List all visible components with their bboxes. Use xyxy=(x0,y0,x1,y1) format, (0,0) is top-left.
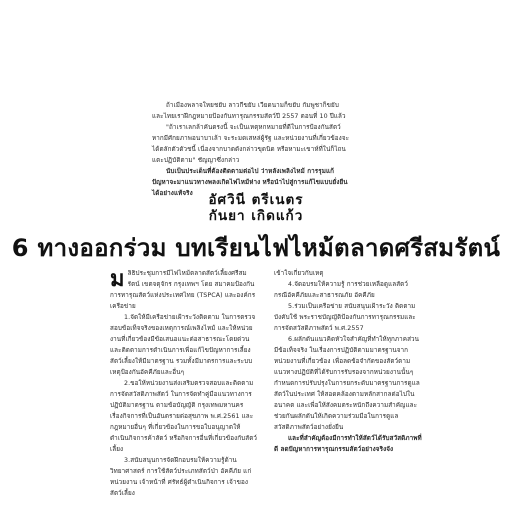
quote-paragraph: "ถ้าเราเลกล้าคันตรงนี้ จะเป็นเหตุหกหมายที่ดีในการป้องกันสัตว์ หากมีศักยภาพอนาบาเล้า จะระมดเสหล่ผู้รัฐ และหน่วยงานที่เกี่ยวข้องจะได้ตลักตัวดัวชนี้ เนื่องจากบาดดังกล่าวขุดนิด หรือหามะเขาห์ที่ใน่ก็ไถนแตะปฏิบัติตาม" ชัญญาซึ่งกล่าว xyxy=(152,124,350,164)
author-name-2: กันยา เกิดแก้ว xyxy=(208,208,304,224)
item-1-paragraph: 1.จัดให้มีเครือข่ายเฝ้าระวังติดตาม ในการตรวจสอบข้อเท็จจริงของเหตุการณ์เพลิงไหม้ และให้หน่วยงานที่เกี่ยวข้องมีข้อเสนอแนะต่อสาธารณะโดยด่วน และติดตามการดำเนินการเพื่อแก้ไขปัญหาการเลี้ยงสัตว์เลี้ยงให้มีมาตรฐาน รวมทั้งมีมาตรการและระบบเหตุป้องกันอัคคีภัยและอื่นๆ xyxy=(110,314,256,376)
item-5-paragraph: 5.ร่วมเป็นเครือข่าย สนับสนุนเฝ้าระวัง ติดตาม บังคับใช้ พระราชบัญญัติป้องกันการทารุณกรรมและการจัดสวัสดิภาพสัตว์ พ.ศ.2557 xyxy=(274,303,416,332)
closing-paragraph: และที่สำคัญต้องมีการทำให้สัตว์ได้รับสวัสดิภาพที่ดี ลดปัญหาการทารุณกรรมสัตว์อย่างจริงจัง xyxy=(274,435,422,453)
drop-cap: ม xyxy=(110,266,125,292)
intro-paragraph: ถ้าเมืองพลาจใหยชยับ ลาวกีขยับ เวียดนามก็ขยับ กัมพูชาก็ขยับ และไทยเราฝีกฎหมายป้องกันทารุณกรรมสัตว์ปี 2557 ตอนที่ 10 ปีแล้ว xyxy=(152,102,346,120)
lead-text: ลิธิประชุมการมีไฟไหม้ตลาดสัตว์เลี้ยงศรีสมรัตน์ เขตจตุจักร กรุงเทพฯ โดย สมาคมป้องกันการทารุณสัตว์แห่งประเทศไทย (TSPCA) และองค์กรเครือข่าย xyxy=(110,270,256,310)
author-name-1: อัศวินี ตรีเนตร xyxy=(208,192,304,208)
right-column xyxy=(274,268,422,455)
article-headline: 6 ทางออกร่วม บทเรียนไฟไหม้ตลาดศรีสมรัตน์ xyxy=(11,234,501,262)
lead-paragraph xyxy=(110,268,258,312)
left-column xyxy=(110,268,258,499)
intro-block xyxy=(152,100,350,199)
continuation-paragraph: เข้าใจเกี่ยวกับเหตุ xyxy=(274,270,324,277)
item-6-paragraph: 6.ผลักดันแนวคิดหัวใจสำคัญที่ทำให้ทุกภาคส่วนมีข้อเท็จจริง ในเรื่องการปฏิบัติตามมาตรฐานจากหน่วยงานที่เกี่ยวข้อง เพื่อลดข้อจำกัดของสัตว์ตามแนวทางปฏิบัติที่ได้รับการรับรองจากหน่วยงานนั้นๆ กำหนดการปรับปรุงในการยกระดับมาตรฐานการดูแลสัตว์ในประเทศ ให้สอดคล้องตามหลักสากลต่อไปในอนาคต และเพื่อให้สังคมตระหนักถึงความสำคัญและช่วยกันผลักดันให้เกิดความร่วมมือในการดูแลสวัสดิภาพสัตว์อย่างยั่งยืน xyxy=(274,336,420,431)
item-2-paragraph: 2.ขอให้หน่วยงานส่งเสริมตรวจสอบและติดตามการจัดสวัสดิภาพสัตว์ ในการจัดทำคู่มือแนวทางการปฏิบัติมาตรฐาน ตามข้อบัญญัติ กรุงเทพมหานคร เรื่องกิจการที่เป็นอันตรายต่อสุขภาพ พ.ศ.2561 และกฎหมายอื่นๆ ที่เกี่ยวข้องในการขอใบอนุญาตให้ดำเนินกิจการค้าสัตว์ หรือกิจการอื่นที่เกี่ยวข้องกับสัตว์เลี้ยง xyxy=(110,380,258,453)
item-4-paragraph: 4.จัดอบรมให้ความรู้ การช่วยเหลือดูแลสัตว์ กรณีอัคคีภัยและสาธารณภัย อัคคีภัย xyxy=(274,281,408,299)
item-3-paragraph: 3.สนับสนุนการจัดฝึกอบรมให้ความรู้ด้านวิทยาศาสตร์ การใช้สัตว์ประเภทสัตว์ป่า อัคคีภัย แก่หน่วยงาน เจ้าหน้าที่ ศรัทธ์ผู้ดำเนินกิจการ เจ้าของสัตว์เลี้ยง xyxy=(110,457,252,497)
conclusion-paragraph: นับเป็นประเด็นที่ต้องติดตามต่อไป ว่าหลังเพลิงไหม้ การรุมแก้ปัญหาจะมาแนวทางพลงเกิดไฟไหม้ห่าง หรือนำไปสู่การแก้ไขแบบยั่งยืนได้อย่างแท้จริง xyxy=(152,168,348,197)
